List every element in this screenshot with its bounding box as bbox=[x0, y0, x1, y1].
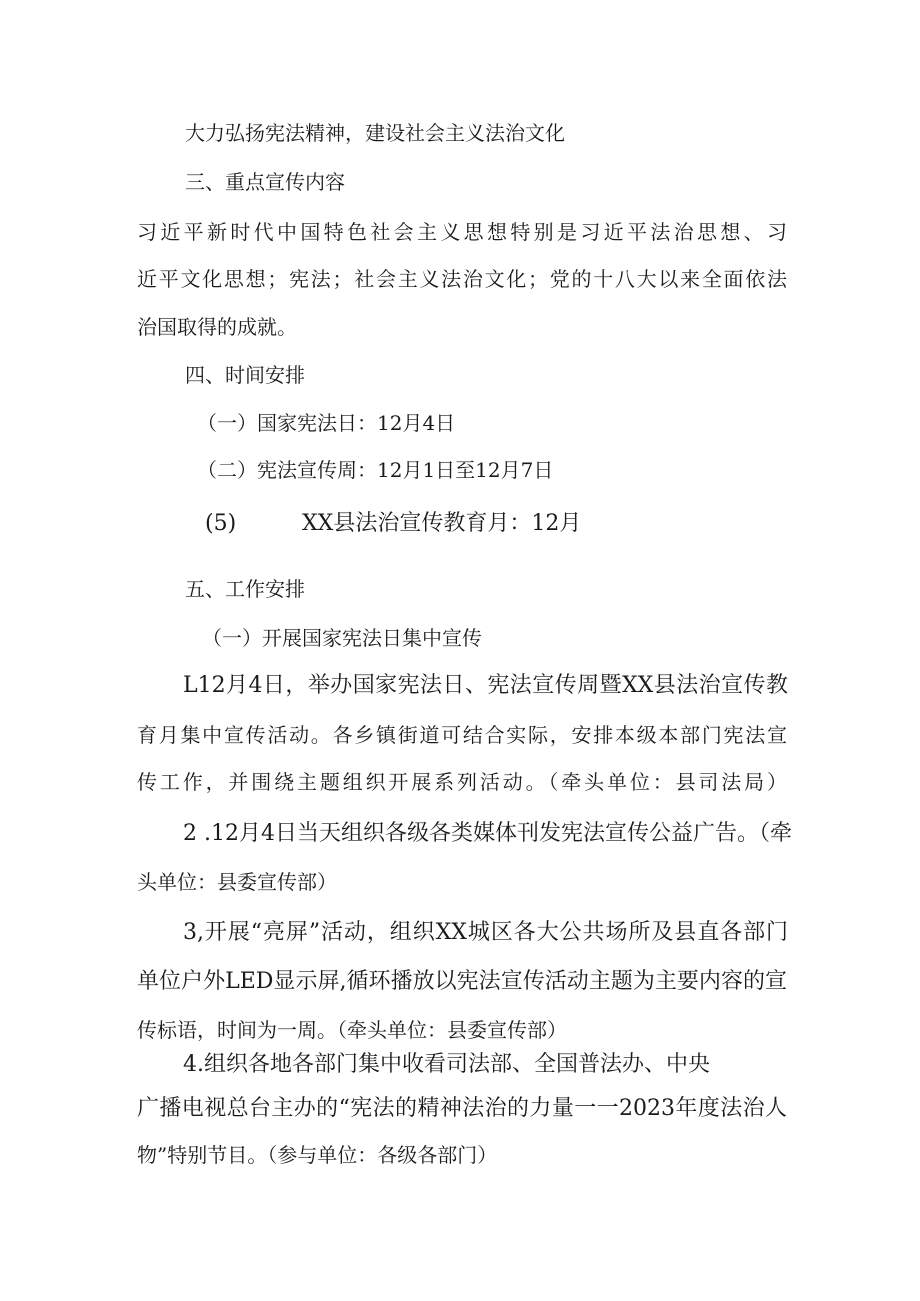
paragraph-line: L12月4日，举办国家宪法日、宪法宣传周暨XX县法治宣传教 bbox=[183, 673, 788, 698]
schedule-item-3: XX县法治宣传教育月：12月 bbox=[302, 511, 582, 536]
paragraph-line: 2 .12月4日当天组织各级各类媒体刊发宪法宣传公益广告。（牵 bbox=[183, 821, 792, 846]
section-subtitle: 大力弘扬宪法精神，建设社会主义法治文化 bbox=[185, 121, 565, 145]
paragraph-line: 治国取得的成就。 bbox=[137, 315, 297, 339]
paragraph-line: 广播电视总台主办的“宪法的精神法治的力量一一2023年度法治人 bbox=[137, 1096, 787, 1121]
paragraph-line: 单位户外LED显示屏,循环播放以宪法宣传活动主题为主要内容的宣 bbox=[137, 969, 787, 994]
paragraph-line: 4.组织各地各部门集中收看司法部、全国普法办、中央 bbox=[183, 1052, 710, 1077]
paragraph-line: 传标语，时间为一周。（牵头单位：县委宣传部） bbox=[137, 1018, 567, 1042]
paragraph-line: 物”特别节目。（参与单位：各级各部门） bbox=[137, 1143, 498, 1167]
schedule-item-1: （一）国家宪法日：12月4日 bbox=[197, 411, 456, 435]
paragraph-line: 头单位：县委宣传部） bbox=[137, 870, 337, 894]
section-heading-3: 三、重点宣传内容 bbox=[185, 170, 345, 194]
paragraph-line: 传工作，并围绕主题组织开展系列活动。（牵头单位：县司法局） bbox=[137, 770, 787, 794]
paragraph-line: 习近平新时代中国特色社会主义思想特别是习近平法治思想、习 bbox=[137, 220, 787, 244]
section-heading-4: 四、时间安排 bbox=[185, 363, 305, 387]
paragraph-line: 育月集中宣传活动。各乡镇街道可结合实际，安排本级本部门宪法宣 bbox=[137, 723, 787, 747]
schedule-item-3-number: (5) bbox=[205, 511, 237, 536]
paragraph-line: 3,开展“亮屏”活动，组织XX城区各大公共场所及县直各部门 bbox=[183, 920, 788, 945]
section-heading-5: 五、工作安排 bbox=[185, 577, 305, 601]
schedule-item-2: （二）宪法宣传周：12月1日至12月7日 bbox=[197, 458, 554, 482]
subsection-heading: （一）开展国家宪法日集中宣传 bbox=[202, 626, 482, 650]
paragraph-line: 近平文化思想；宪法；社会主义法治文化；党的十八大以来全面依法 bbox=[137, 267, 787, 291]
